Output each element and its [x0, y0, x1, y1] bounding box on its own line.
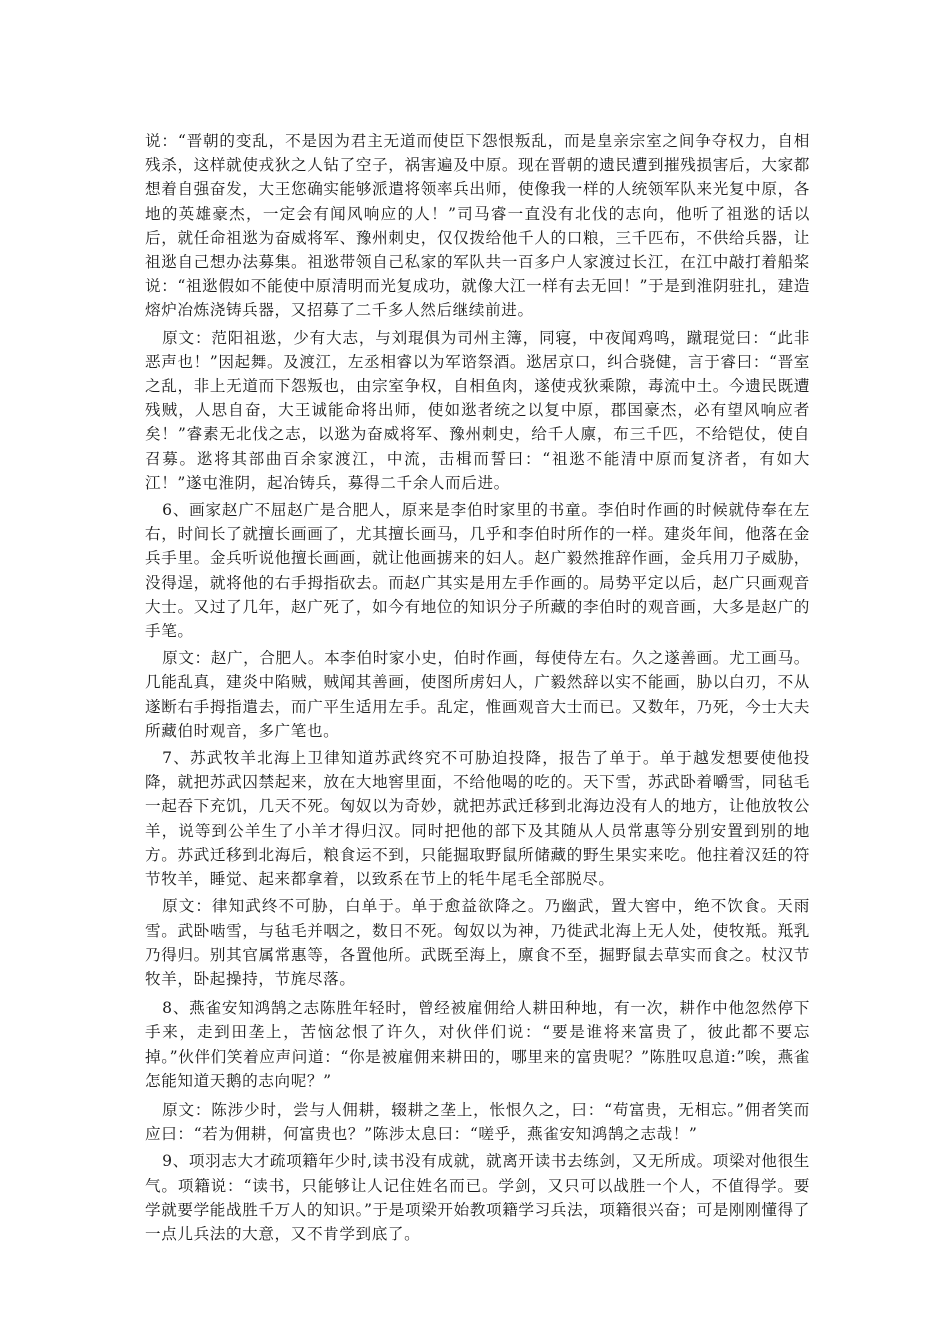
paragraph-zhaoguang-translation: 6、画家赵广不屈赵广是合肥人，原来是李伯时家里的书童。李伯时作画的时候就侍奉在左右，时间长了就擅长画画了，尤其擅长画马，几乎和李伯时所作的一样。建炎年间，他落在金兵手里。金兵听说他擅长画画，就让他画掳来的妇人。赵广毅然推辞作画，金兵用刀子威胁，没得逞，就将他的右手拇指砍去。而赵广其实是用左手作画的。局势平定以后，赵广只画观音大士。又过了几年，赵广死了，如今有地位的知识分子所藏的李伯时的观音画，大多是赵广的手笔。	[145, 501, 810, 641]
paragraph-zuti-translation-continued: 说：“晋朝的变乱，不是因为君主无道而使臣下怨恨叛乱，而是皇亲宗室之间争夺权力，自相残杀，这样就使戎狄之人钻了空子，祸害遍及中原。现在晋朝的遗民遭到摧残损害后，大家都想着自强奋发，大王您确实能够派遣将领率兵出师，使像我一样的人统领军队来光复中原，各地的英雄豪杰，一定会有闻风响应的人！”司马睿一直没有北伐的志向，他听了祖逖的话以后，就任命祖逖为奋威将军、豫州刺史，仅仅拨给他千人的口粮，三千匹布，不供给兵器，让祖逖自己想办法募集。祖逖带领自己私家的军队共一百多户人家渡过长江，在江中敲打着船桨说：“祖逖假如不能使中原清明而光复成功，就像大江一样有去无回！”于是到淮阴驻扎，建造熔炉冶炼浇铸兵器，又招募了二千多人然后继续前进。	[145, 132, 810, 320]
document-body	[145, 129, 810, 1246]
paragraph-zuti-original: 原文：范阳祖逖，少有大志，与刘琨俱为司州主簿，同寝，中夜闻鸡鸣，蹴琨觉曰：“此非恶声也！”因起舞。及渡江，左丞相睿以为军谘祭酒。逖居京口，纠合骁健，言于睿曰：“晋室之乱，非上无道而下怨叛也，由宗室争权，自相鱼肉，遂使戎狄乘隙，毒流中土。今遗民既遭残贼，人思自奋，大王诚能命将出师，使如逖者统之以复中原，郡国豪杰，必有望风响应者矣！”睿素无北伐之志，以逖为奋威将军、豫州刺史，给千人廪，布三千匹，不给铠仗，使自召募。逖将其部曲百余家渡江，中流，击楫而誓曰：“祖逖不能清中原而复济者，有如大江！”遂屯淮阴，起冶铸兵，募得二千余人而后进。	[145, 328, 810, 492]
paragraph-zhaoguang-original: 原文：赵广，合肥人。本李伯时家小史，伯时作画，每使侍左右。久之遂善画。尤工画马。几能乱真，建炎中陷贼，贼闻其善画，使图所虏妇人，广毅然辞以实不能画，胁以白刃，不从遂断右手拇指遣去，而广平生适用左手。乱定，惟画观音大士而已。又数年，乃死，今士大夫所藏伯时观音，多广笔也。	[145, 649, 810, 740]
paragraph-suwu-original: 原文：律知武终不可胁，白单于。单于愈益欲降之。乃幽武，置大窖中，绝不饮食。天雨雪。武卧啮雪，与毡毛并咽之，数日不死。匈奴以为神，乃徙武北海上无人处，使牧羝。羝乳乃得归。别其官属常惠等，各置他所。武既至海上，廪食不至，掘野鼠去草实而食之。杖汉节牧羊，卧起操持，节旄尽落。	[145, 897, 810, 988]
paragraph-chensheng-original: 原文：陈涉少时，尝与人佣耕，辍耕之垄上，怅恨久之，曰：“苟富贵，无相忘。”佣者笑而应曰：“若为佣耕，何富贵也？”陈涉太息曰：“嗟乎，燕雀安知鸿鹄之志哉！”	[145, 1100, 810, 1144]
paragraph-xiangyu-translation: 9、项羽志大才疏项籍年少时,读书没有成就，就离开读书去练剑，又无所成。项梁对他很生气。项籍说：“读书，只能够让人记住姓名而已。学剑，又只可以战胜一个人，不值得学。要学就要学能战胜千万人的知识。”于是项梁开始教项籍学习兵法，项籍很兴奋；可是刚刚懂得了一点儿兵法的大意，又不肯学到底了。	[145, 1152, 810, 1243]
paragraph-chensheng-translation: 8、燕雀安知鸿鹄之志陈胜年轻时，曾经被雇佣给人耕田种地，有一次，耕作中他忽然停下手来，走到田垄上，苦恼忿恨了许久，对伙伴们说：“要是谁将来富贵了，彼此都不要忘掉。”伙伴们笑着应声问道：“你是被雇佣来耕田的，哪里来的富贵呢？”陈胜叹息道:”唉，燕雀怎能知道天鹅的志向呢？”	[145, 999, 810, 1090]
paragraph-suwu-translation: 7、苏武牧羊北海上卫律知道苏武终究不可胁迫投降，报告了单于。单于越发想要使他投降，就把苏武囚禁起来，放在大地窖里面，不给他喝的吃的。天下雪，苏武卧着嚼雪，同毡毛一起吞下充饥，几天不死。匈奴以为奇妙，就把苏武迁移到北海边没有人的地方，让他放牧公羊，说等到公羊生了小羊才得归汉。同时把他的部下及其随从人员常惠等分别安置到别的地方。苏武迁移到北海后，粮食运不到，只能掘取野鼠所储藏的野生果实来吃。他拄着汉廷的符节牧羊，睡觉、起来都拿着，以致系在节上的牦牛尾毛全部脱尽。	[145, 749, 810, 889]
